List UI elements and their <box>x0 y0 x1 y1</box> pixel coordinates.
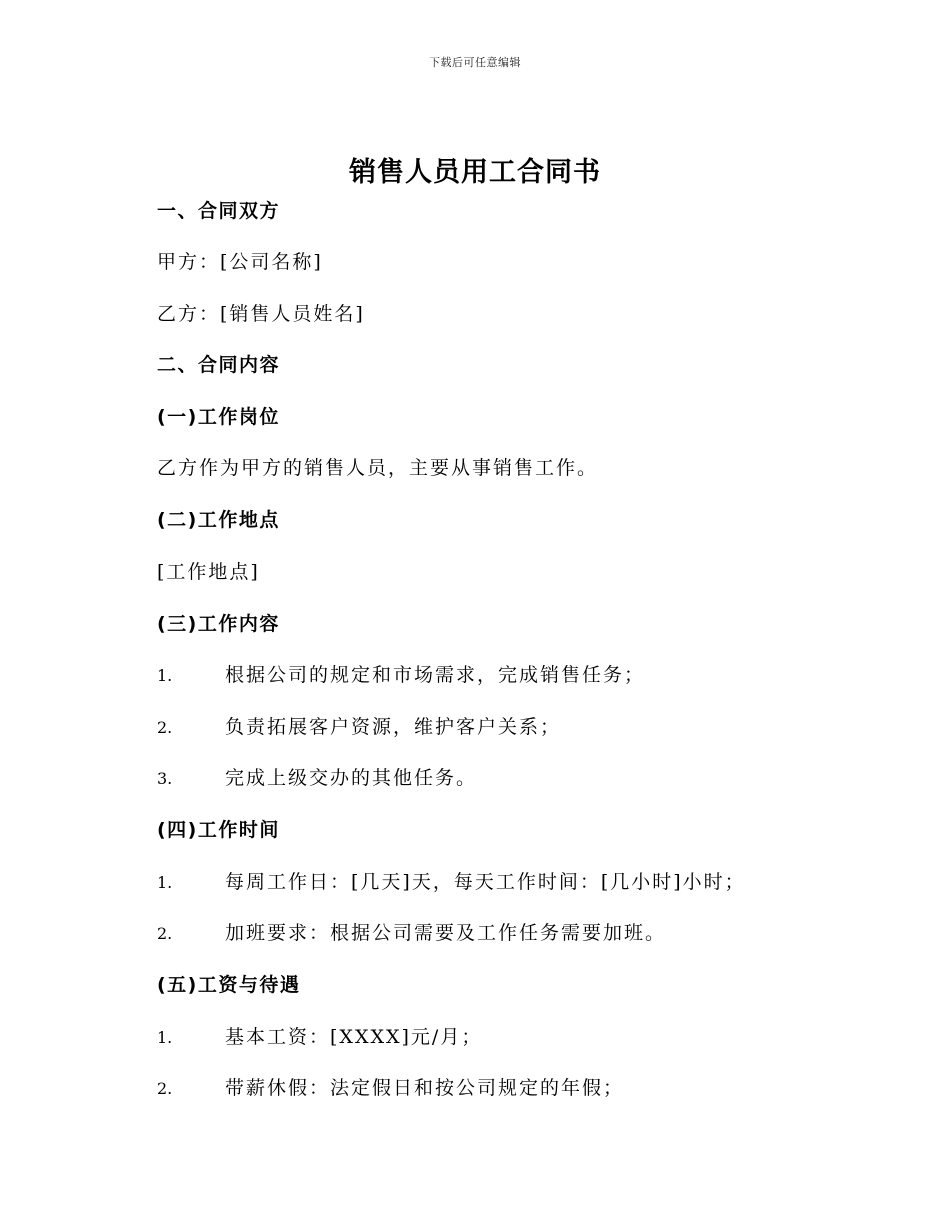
list-item <box>157 714 561 741</box>
section-heading-contents: 二、合同内容 <box>157 354 281 376</box>
list-item <box>157 1024 482 1051</box>
list-item-number: 1. <box>157 666 173 685</box>
party-a-line: 甲方：[公司名称] <box>157 251 323 273</box>
subheading-post: (一)工作岗位 <box>157 406 280 428</box>
list-item <box>157 662 645 689</box>
list-item-number: 1. <box>157 873 173 892</box>
location-text: [工作地点] <box>157 561 260 583</box>
subheading-hours: (四)工作时间 <box>157 819 280 841</box>
subheading-pay: (五)工资与待遇 <box>157 974 301 996</box>
subheading-content: (三)工作内容 <box>157 613 280 635</box>
list-item-text: 完成上级交办的其他任务。 <box>225 767 478 789</box>
list-item-text: 加班要求：根据公司需要及工作任务需要加班。 <box>225 922 667 944</box>
document-title: 销售人员用工合同书 <box>349 157 601 188</box>
list-item-number: 3. <box>157 769 173 788</box>
list-item-text: 每周工作日：[几天]天，每天工作时间：[几小时]小时； <box>225 871 746 893</box>
list-item <box>157 869 746 896</box>
list-item <box>157 765 477 792</box>
post-text: 乙方作为甲方的销售人员，主要从事销售工作。 <box>157 457 599 479</box>
list-item-text: 带薪休假：法定假日和按公司规定的年假； <box>225 1077 625 1099</box>
list-item-text: 根据公司的规定和市场需求，完成销售任务； <box>225 664 646 686</box>
list-item-number: 2. <box>157 1079 173 1098</box>
party-b-line: 乙方：[销售人员姓名] <box>157 303 365 325</box>
list-item-text: 负责拓展客户资源，维护客户关系； <box>225 716 562 738</box>
list-item-number: 2. <box>157 718 173 737</box>
list-item <box>157 1075 624 1102</box>
list-item-number: 1. <box>157 1028 173 1047</box>
list-item <box>157 920 666 947</box>
list-item-text: 基本工资：[XXXX]元/月； <box>225 1026 483 1048</box>
subheading-location: (二)工作地点 <box>157 509 280 531</box>
section-heading-parties: 一、合同双方 <box>157 200 281 222</box>
list-item-number: 2. <box>157 924 173 943</box>
header-note: 下载后可任意编辑 <box>429 56 521 69</box>
